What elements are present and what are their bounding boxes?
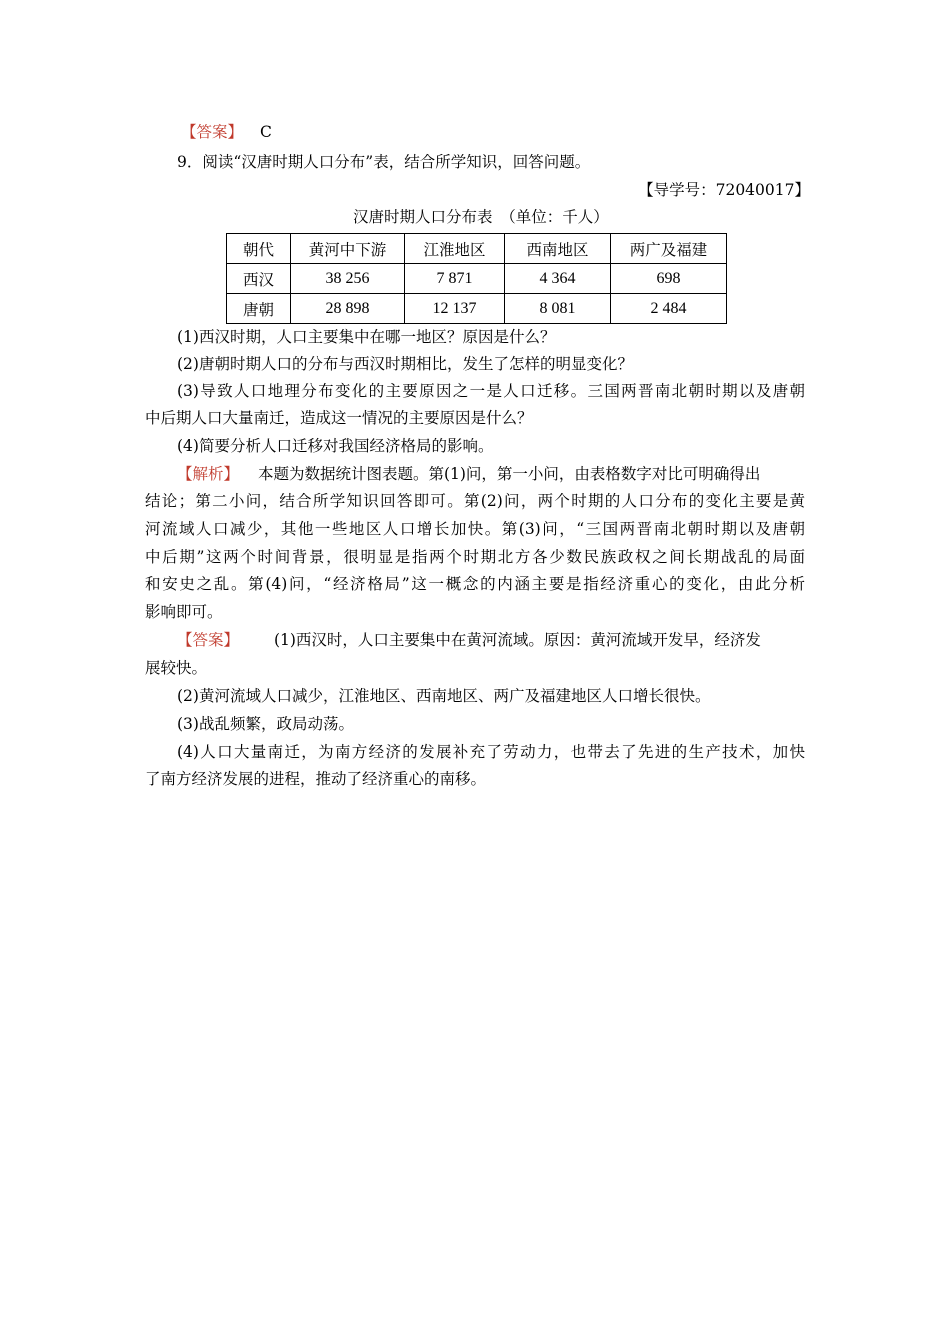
sub-question: (3)导致人口地理分布变化的主要原因之一是人口迁移。三国两晋南北朝时期以及唐朝 [177, 382, 805, 400]
table-header-cell: 两广及福建 [611, 234, 727, 264]
answer-first-line [177, 630, 805, 650]
table-cell: 2 484 [611, 294, 727, 324]
table-header-cell: 江淮地区 [405, 234, 505, 264]
table-cell: 7 871 [405, 264, 505, 294]
answer-text: 了南方经济发展的进程，推动了经济重心的南移。 [145, 770, 487, 788]
table-cell: 4 364 [505, 264, 611, 294]
answer-text: (4)人口大量南迁，为南方经济的发展补充了劳动力，也带去了先进的生产技术，加快 [177, 743, 805, 761]
sub-question: (4)简要分析人口迁移对我国经济格局的影响。 [177, 437, 494, 455]
table-title: 汉唐时期人口分布表 （单位：千人） [353, 208, 609, 226]
sub-question-cont: 中后期人口大量南迁，造成这一情况的主要原因是什么？ [145, 409, 533, 427]
analysis-first-line [177, 464, 805, 484]
analysis-text: 河流域人口减少，其他一些地区人口增长加快。第(3)问，“三国两晋南北朝时期以及唐朝 [145, 520, 805, 538]
analysis-text: 中后期”这两个时间背景，很明显是指两个时期北方各少数民族政权之间长期战乱的局面 [145, 548, 805, 566]
table-cell: 8 081 [505, 294, 611, 324]
analysis-text: 影响即可。 [145, 603, 223, 621]
analysis-tag: 【解析】 [177, 465, 240, 483]
population-table [226, 233, 727, 324]
answer-value: C [259, 123, 272, 141]
analysis-text: 结论；第二小问，结合所学知识回答即可。第(2)问，两个时期的人口分布的变化主要是黄 [145, 492, 805, 510]
guide-number: 【导学号：72040017】 [638, 181, 810, 199]
table-header-cell: 朝代 [227, 234, 291, 264]
table-header-cell: 黄河中下游 [291, 234, 405, 264]
table-cell: 12 137 [405, 294, 505, 324]
question-stem: 9．阅读“汉唐时期人口分布”表，结合所学知识，回答问题。 [177, 153, 591, 171]
answer-text: 展较快。 [145, 659, 208, 677]
answer-text: (3)战乱频繁，政局动荡。 [177, 715, 354, 733]
sub-question: (2)唐朝时期人口的分布与西汉时期相比，发生了怎样的明显变化？ [177, 355, 633, 373]
table-header-row [227, 234, 727, 264]
analysis-text: 和安史之乱。第(4)问，“经济格局”这一概念的内涵主要是指经济重心的变化，由此分析 [145, 575, 805, 593]
table-cell: 西汉 [227, 264, 291, 294]
answer-tag: 【答案】 [177, 631, 240, 649]
prev-answer-line [181, 122, 272, 142]
answer-text: (2)黄河流域人口减少，江淮地区、西南地区、两广及福建地区人口增长很快。 [177, 687, 711, 705]
table-cell: 28 898 [291, 294, 405, 324]
analysis-text: 本题为数据统计图表题。第(1)问，第一小问，由表格数字对比可明确得出 [257, 465, 761, 483]
table-header-cell: 西南地区 [505, 234, 611, 264]
table-cell: 698 [611, 264, 727, 294]
table-row [227, 264, 727, 294]
sub-question: (1)西汉时期，人口主要集中在哪一地区？原因是什么？ [177, 328, 556, 346]
answer-tag: 【答案】 [181, 123, 244, 141]
answer-text: (1)西汉时，人口主要集中在黄河流域。原因：黄河流域开发早，经济发 [273, 631, 761, 649]
table-cell: 唐朝 [227, 294, 291, 324]
table-cell: 38 256 [291, 264, 405, 294]
table-row [227, 294, 727, 324]
